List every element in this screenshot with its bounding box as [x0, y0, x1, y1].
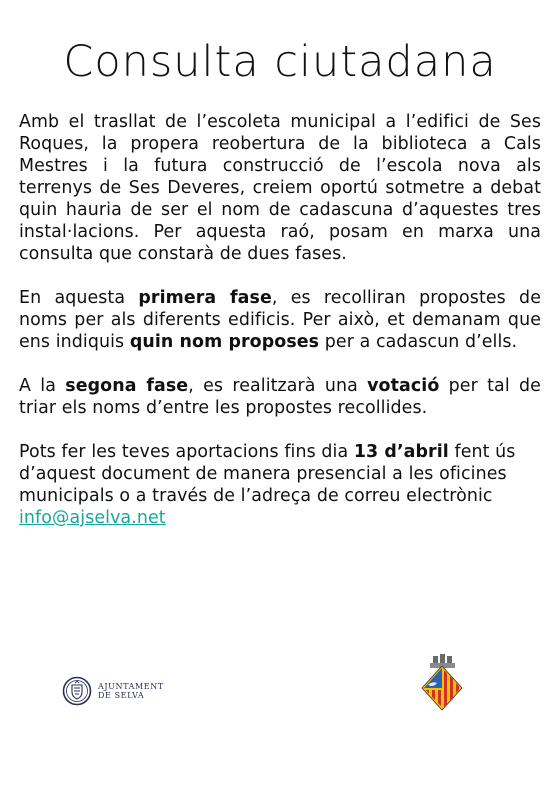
text-span: , es recolliran propostes de noms per als diferents edificis. Per això, et demanam que ens indiquis	[19, 288, 541, 352]
bold-phrase: primera fase	[138, 288, 272, 308]
bold-phrase: quin nom proposes	[129, 332, 320, 352]
coat-of-arms-logo	[414, 654, 470, 712]
coat-of-arms-icon	[414, 654, 470, 712]
text-span: fent ús d’aquest document de manera presencial a les oficines municipals o a través de l’adreça de correu electrònic	[19, 442, 516, 506]
ajuntament-wordmark	[98, 682, 164, 700]
email-link[interactable]: info@ajselva.net	[19, 508, 166, 528]
text-span: , es realitzarà una	[188, 376, 368, 396]
text-span: per tal de triar els noms d’entre les propostes recollides.	[19, 376, 541, 418]
text-span: Pots fer les teves aportacions fins dia	[19, 442, 354, 462]
ajuntament-logo	[62, 674, 172, 708]
text-span: A la	[19, 376, 66, 396]
wordmark-line: AJUNTAMENT	[98, 682, 164, 691]
document-body	[19, 111, 541, 551]
bold-phrase: segona fase	[65, 376, 189, 396]
municipal-seal-icon	[62, 676, 92, 706]
first-phase-paragraph	[19, 287, 541, 353]
second-phase-paragraph	[19, 375, 541, 419]
bold-phrase: votació	[367, 376, 440, 396]
deadline-date: 13 d’abril	[353, 442, 449, 462]
text-span: per a cadascun d’ells.	[319, 332, 518, 352]
text-span: En aquesta	[19, 288, 139, 308]
wordmark-line: DE SELVA	[98, 691, 145, 700]
page-title: Consulta ciutadana	[63, 37, 497, 87]
deadline-paragraph	[19, 441, 541, 529]
intro-paragraph: Amb el trasllat de l’escoleta municipal a l’edifici de Ses Roques, la propera reobertura de la biblioteca a Cals Mestres i la futura construcció de l’escola nova als terrenys de Ses Deveres, creiem oportú sotmetre a debat quin hauria de ser el nom de cadascuna d’aquestes tres instal·lacions. Per aquesta raó, posam en marxa una consulta que constarà de dues fases.	[19, 112, 541, 264]
